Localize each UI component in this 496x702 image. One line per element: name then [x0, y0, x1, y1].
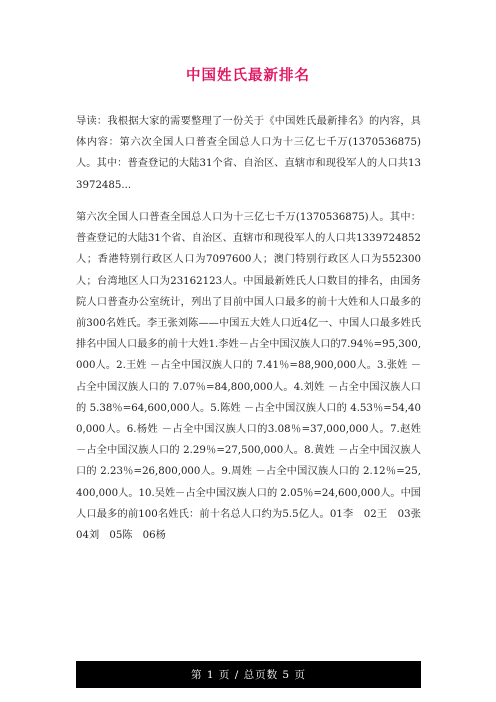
body-paragraph: 第六次全国人口普查全国总人口为十三亿七千万(1370536875)人。其中：普查登记的大陆31个省、自治区、直辖市和现役军人的人口共1339724852人；香港特别行政区人口为7097600人；澳门特别行政区人口为552300人；台湾地区人口为23162123人。中国最新姓氏人口数目的排名，由国务院人口普查办公室统计，列出了目前中国人口最多的前十大姓和人口最多的前300名姓氏。李王张刘陈——中国五大姓人口近4亿一、中国人口最多姓氏排名中国人口最多的前十大姓1.李姓－占全中国汉族人口的7.94％=95,300,000人。2.王姓 －占全中国汉族人口的 7.41％=88,900,000人。3.张姓 －占全中国汉族人口的 7.07％=84,800,000人。4.刘姓 －占全中国汉族人口的 5.38％=64,600,000人。5.陈姓 －占全中国汉族人口的 4.53％=54,400,000人。6.杨姓 －占全中国汉族人口的3.08％=37,000,000人。7.赵姓 －占全中国汉族人口的 2.29％=27,500,000人。8.黄姓 －占全中国汉族人口的 2.23％=26,800,000人。9.周姓 －占全中国汉族人口的 2.12％=25,400,000人。10.吴姓－占全中国汉族人口的 2.05％=24,600,000人。中国人口最多的前100名姓氏：前十名总人口约为5.5亿人。01李 02王 03张 04刘 05陈 06杨 [76, 212, 432, 542]
page-footer [76, 661, 421, 688]
page-indicator: 第 1 页 / 总页数 5 页 [191, 669, 306, 681]
intro-paragraph: 导读：我根据大家的需要整理了一份关于《中国姓氏最新排名》的内容，具体内容：第六次全国人口普查全国总人口为十三亿七千万(1370536875)人。其中：普查登记的大陆31个省、自治区、直辖市和现役军人的人口共133972485... [76, 116, 421, 191]
document-title: 中国姓氏最新排名 [186, 68, 310, 84]
